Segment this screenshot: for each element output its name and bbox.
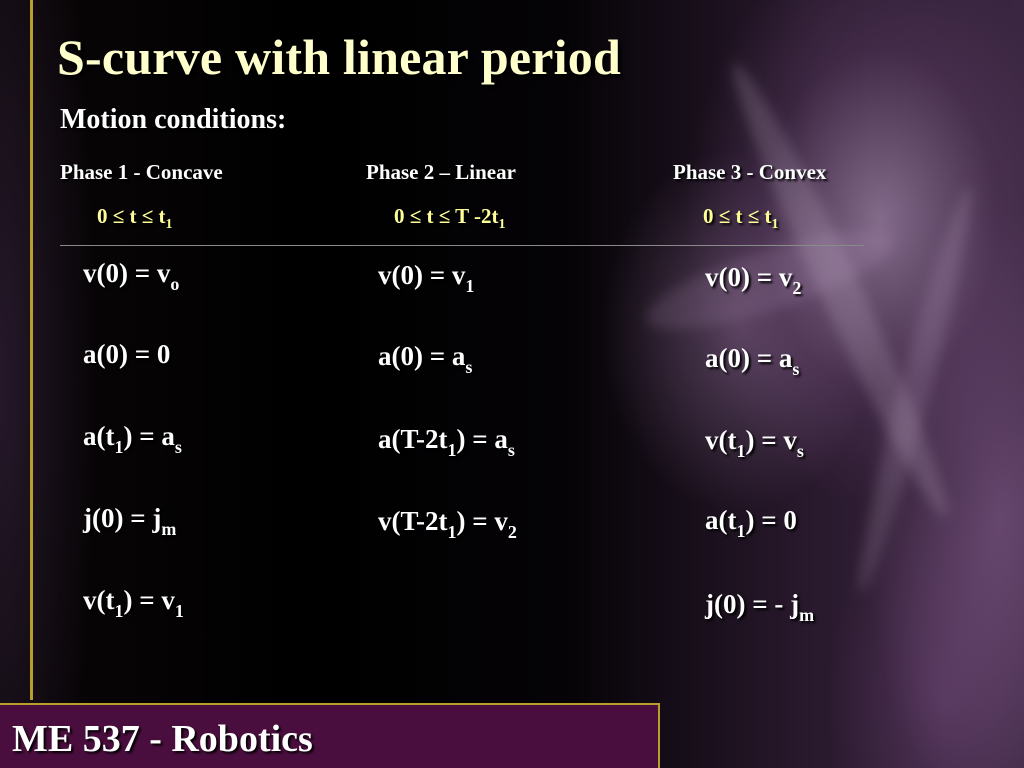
condition-subscript: 1 — [174, 601, 184, 621]
condition-subscript: s — [174, 437, 182, 457]
condition-subscript: s — [792, 359, 800, 379]
phase-1-title: Phase 1 - Concave — [60, 160, 223, 184]
condition-text-tail: ) = v — [456, 506, 508, 536]
condition-subscript: 1 — [447, 440, 457, 460]
condition-text: v(0) = v — [378, 260, 466, 290]
footer-bar — [0, 703, 660, 768]
condition-subscript: s — [796, 441, 804, 461]
condition-text: j(0) = - j — [705, 589, 800, 619]
phase-2-condition — [378, 424, 515, 461]
header-divider — [60, 245, 864, 246]
phase-1-condition — [83, 421, 182, 458]
condition-text-tail: ) = 0 — [745, 505, 797, 535]
phase-3-title: Phase 3 - Convex — [673, 160, 827, 184]
phase-3-condition — [705, 589, 814, 626]
range-text: 0 ≤ t ≤ t — [97, 204, 166, 228]
condition-text: a(0) = 0 — [83, 339, 171, 369]
condition-text: v(t — [705, 425, 737, 455]
condition-text: a(0) = a — [705, 343, 793, 373]
condition-text: v(0) = v — [83, 258, 171, 288]
phase-2-range — [394, 204, 506, 233]
phase-3-condition — [705, 343, 799, 380]
range-text: 0 ≤ t ≤ t — [703, 204, 772, 228]
phase-3-condition — [705, 425, 804, 462]
phase-1-condition — [83, 585, 184, 622]
condition-text-tail: ) = v — [123, 585, 175, 615]
accent-vertical-line — [30, 0, 33, 700]
range-subscript: 1 — [165, 217, 173, 233]
phase-1-range — [97, 204, 173, 233]
condition-subscript: 1 — [736, 521, 746, 541]
condition-text: a(0) = a — [378, 341, 466, 371]
condition-text: v(t — [83, 585, 115, 615]
background-light-streak — [846, 183, 984, 596]
phase-1-condition — [83, 339, 170, 370]
condition-text: j(0) = j — [83, 503, 162, 533]
condition-subscript: 1 — [465, 276, 475, 296]
phase-2-condition — [378, 260, 474, 297]
condition-text-tail: ) = a — [123, 421, 175, 451]
range-text: 0 ≤ t ≤ T -2t — [394, 204, 499, 228]
course-title: ME 537 - Robotics — [12, 718, 313, 760]
condition-subscript: 1 — [114, 601, 124, 621]
condition-subscript: o — [170, 274, 180, 294]
condition-text: v(T-2t — [378, 506, 448, 536]
condition-subscript: 1 — [447, 522, 457, 542]
condition-text: v(0) = v — [705, 262, 793, 292]
range-subscript: 1 — [771, 217, 779, 233]
condition-text: a(T-2t — [378, 424, 448, 454]
slide-title: S-curve with linear period — [57, 29, 621, 85]
phase-3-condition — [705, 262, 801, 299]
condition-text: a(t — [83, 421, 115, 451]
condition-subscript: s — [465, 357, 473, 377]
condition-text: a(t — [705, 505, 737, 535]
condition-subscript: 2 — [792, 278, 802, 298]
phase-3-range — [703, 204, 779, 233]
phase-1-condition — [83, 258, 179, 295]
condition-subscript: 1 — [736, 441, 746, 461]
range-subscript: 1 — [498, 217, 506, 233]
motion-conditions-heading: Motion conditions: — [60, 104, 287, 135]
condition-subscript: s — [507, 440, 515, 460]
phase-1-condition — [83, 503, 176, 540]
condition-subscript: 2 — [507, 522, 517, 542]
condition-subscript: m — [161, 519, 177, 539]
phase-3-condition — [705, 505, 797, 542]
condition-text-tail: ) = v — [745, 425, 797, 455]
phase-2-condition — [378, 506, 517, 543]
condition-subscript: m — [799, 605, 815, 625]
phase-2-title: Phase 2 – Linear — [366, 160, 516, 184]
condition-subscript: 1 — [114, 437, 124, 457]
phase-2-condition — [378, 341, 472, 378]
condition-text-tail: ) = a — [456, 424, 508, 454]
